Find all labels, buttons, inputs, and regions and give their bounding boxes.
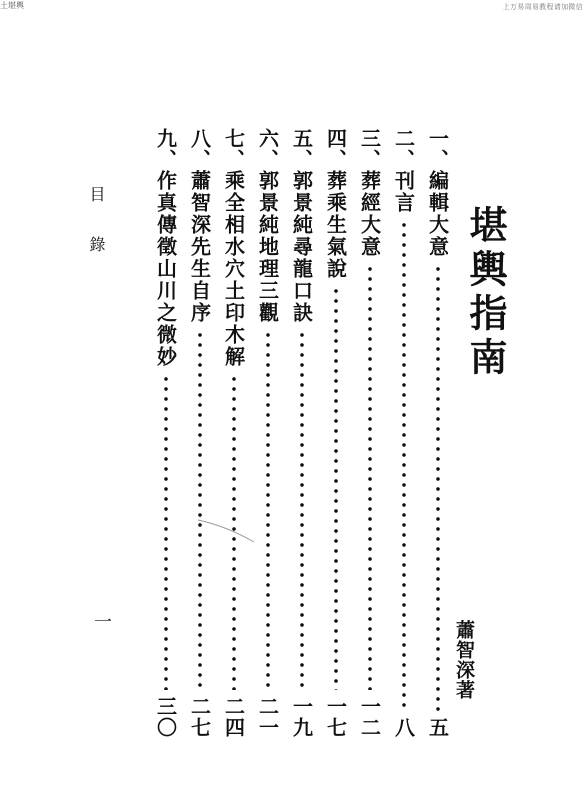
toc-entry-9[interactable] (153, 128, 179, 738)
toc-entry-number: 四、 (323, 128, 348, 170)
toc-entry-title: 編輯大意 (425, 170, 450, 258)
dot-leader (391, 220, 417, 711)
toc-entry-3[interactable] (357, 128, 383, 738)
toc-entry-title: 蕭智深先生自序 (187, 170, 212, 324)
toc-entry-number: 七、 (221, 128, 246, 170)
toc-entry-number: 五、 (289, 128, 314, 170)
dot-leader (255, 330, 281, 690)
toc-entry-page: 五 (425, 717, 450, 738)
toc-entry-4[interactable] (323, 128, 349, 738)
dot-leader (153, 374, 179, 690)
toc-entry-2[interactable] (391, 128, 417, 738)
bottom-edge-text: 土堪輿 (0, 1, 24, 10)
toc-entry-number: 九、 (153, 128, 178, 170)
toc-entry-page: 三〇 (153, 696, 178, 738)
toc-entry-page: 一二 (357, 696, 382, 738)
page-folio: 一 (91, 612, 112, 630)
toc-entry-page: 一七 (323, 696, 348, 738)
toc-entry-title: 郭景純尋龍口訣 (289, 170, 314, 324)
toc-entry-1[interactable] (425, 128, 451, 738)
author-line: 蕭智深著 (453, 620, 475, 700)
toc-entry-5[interactable] (289, 128, 315, 738)
toc-entry-page: 二七 (187, 696, 212, 738)
watermark-text: 上万易周易教程请加微信 (502, 3, 583, 11)
toc-entry-number: 六、 (255, 128, 280, 170)
toc-entry-title: 作真傳徵山川之微妙 (153, 170, 178, 368)
toc-entry-number: 八、 (187, 128, 212, 170)
toc-entry-page: 二一 (255, 696, 280, 738)
toc-entry-title: 葬乘生氣說 (323, 170, 348, 280)
toc-entry-number: 二、 (391, 128, 416, 170)
book-title: 堪輿指南 (463, 205, 508, 381)
toc-entry-7[interactable] (221, 128, 247, 738)
dot-leader (187, 330, 213, 690)
dot-leader (425, 264, 451, 711)
toc-entry-8[interactable] (187, 128, 213, 738)
toc-entry-title: 刊言 (391, 170, 416, 214)
toc-entry-title: 郭景純地理三觀 (255, 170, 280, 324)
toc-entry-number: 一、 (425, 128, 450, 170)
toc-entry-title: 乘全相水穴土印木解 (221, 170, 246, 368)
toc-entry-6[interactable] (255, 128, 281, 738)
toc-entry-title: 葬經大意 (357, 170, 382, 258)
dot-leader (289, 330, 315, 690)
toc-entry-page: 八 (391, 717, 416, 738)
contents-label: 目錄 (87, 186, 106, 286)
pencil-stroke-mark (196, 516, 256, 546)
dot-leader (323, 286, 349, 690)
toc-entry-number: 三、 (357, 128, 382, 170)
toc-entry-page: 一九 (289, 696, 314, 738)
toc-entry-page: 二四 (221, 696, 246, 738)
dot-leader (357, 264, 383, 690)
